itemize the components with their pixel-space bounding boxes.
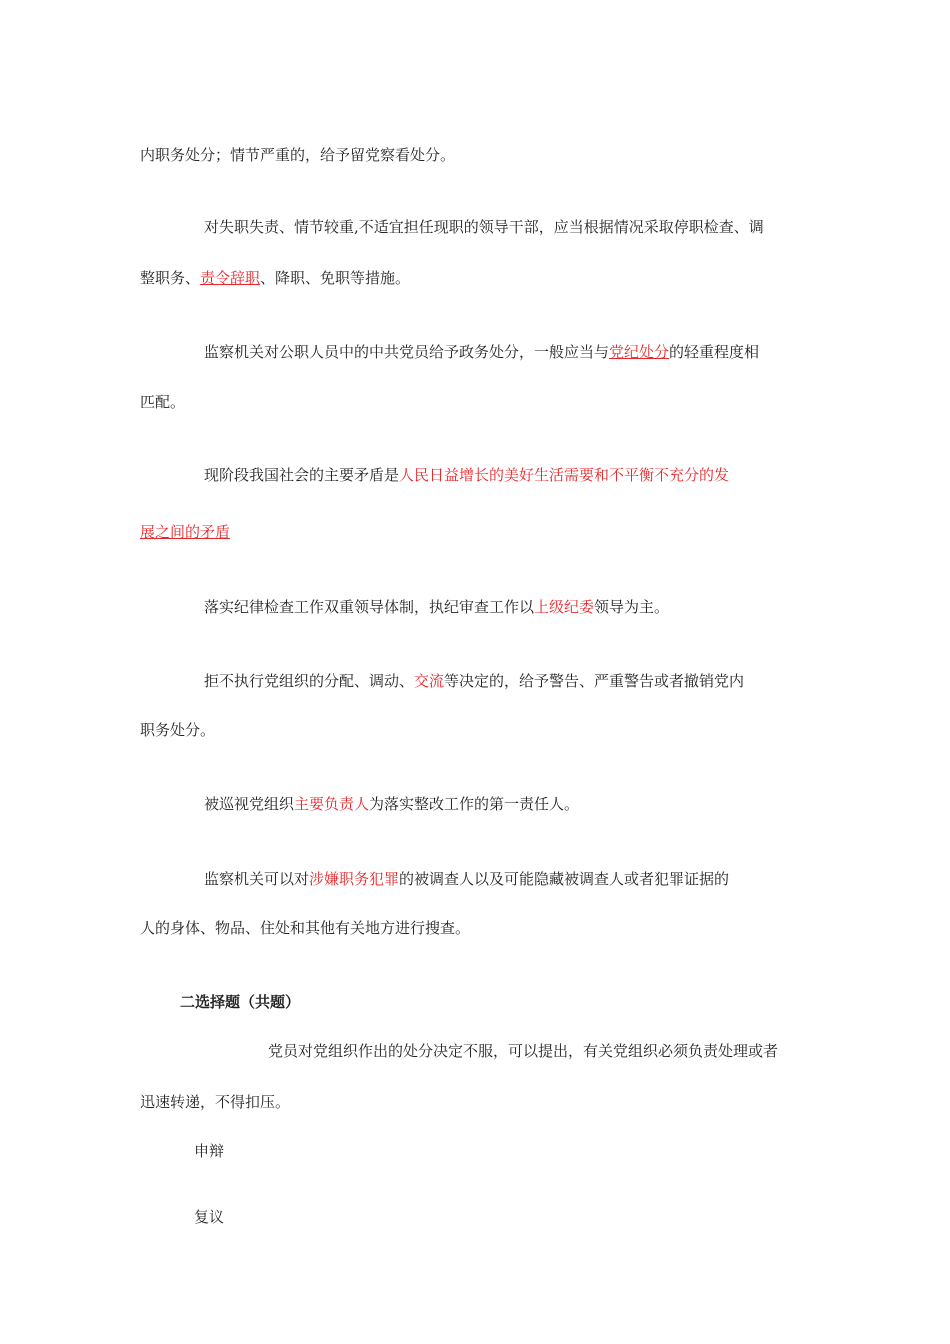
section-heading: 二选择题（共题） — [180, 993, 301, 1011]
highlighted-answer: 主要负责人 — [294, 795, 370, 813]
question-line-2: 迅速转递，不得扣压。 — [140, 1093, 291, 1111]
paragraph-2-line-2 — [140, 268, 410, 288]
paragraph-5-line-1 — [204, 597, 669, 617]
paragraph-6-line-1 — [204, 671, 744, 691]
paragraph-1-line-1: 内职务处分；情节严重的，给予留党察看处分。 — [140, 146, 456, 164]
paragraph-8-line-2: 人的身体、物品、住处和其他有关地方进行搜查。 — [140, 919, 471, 937]
highlighted-answer: 交流 — [414, 672, 445, 690]
text-segment: 监察机关对公职人员中的中共党员给予政务处分，一般应当与 — [204, 343, 610, 361]
paragraph-7-line-1 — [204, 794, 579, 814]
paragraph-3-line-2: 匹配。 — [140, 393, 186, 411]
paragraph-3-line-1 — [204, 342, 759, 362]
text-segment: 整职务、 — [140, 269, 201, 287]
text-segment: 监察机关可以对 — [204, 870, 310, 888]
highlighted-answer: 人民日益增长的美好生活需要和不平衡不充分的发 — [399, 466, 730, 484]
paragraph-8-line-1 — [204, 869, 729, 889]
text-segment: 、降职、免职等措施。 — [260, 269, 411, 287]
text-segment: 拒不执行党组织的分配、调动、 — [204, 672, 415, 690]
text-segment: 被巡视党组织 — [204, 795, 295, 813]
paragraph-4-line-2 — [140, 522, 230, 542]
option-item: 申辩 — [194, 1142, 225, 1160]
text-segment: 的轻重程度相 — [669, 343, 760, 361]
paragraph-4-line-1 — [204, 465, 729, 485]
highlighted-answer: 上级纪委 — [534, 598, 595, 616]
text-segment: 领导为主。 — [594, 598, 670, 616]
option-item: 复议 — [194, 1208, 225, 1226]
text-segment: 为落实整改工作的第一责任人。 — [369, 795, 580, 813]
highlighted-answer: 展之间的矛盾 — [140, 523, 231, 541]
text-segment: 等决定的，给予警告、严重警告或者撤销党内 — [444, 672, 745, 690]
text-segment: 落实纪律检查工作双重领导体制，执纪审查工作以 — [204, 598, 535, 616]
paragraph-6-line-2: 职务处分。 — [140, 721, 216, 739]
highlighted-answer: 责令辞职 — [200, 269, 261, 287]
paragraph-2-line-1: 对失职失责、情节较重,不适宜担任现职的领导干部，应当根据情况采取停职检查、调 — [204, 218, 764, 236]
highlighted-answer: 涉嫌职务犯罪 — [309, 870, 400, 888]
highlighted-answer: 党纪处分 — [609, 343, 670, 361]
text-segment: 的被调查人以及可能隐藏被调查人或者犯罪证据的 — [399, 870, 730, 888]
text-segment: 现阶段我国社会的主要矛盾是 — [204, 466, 400, 484]
question-line-1: 党员对党组织作出的处分决定不服，可以提出，有关党组织必须负责处理或者 — [268, 1042, 779, 1060]
